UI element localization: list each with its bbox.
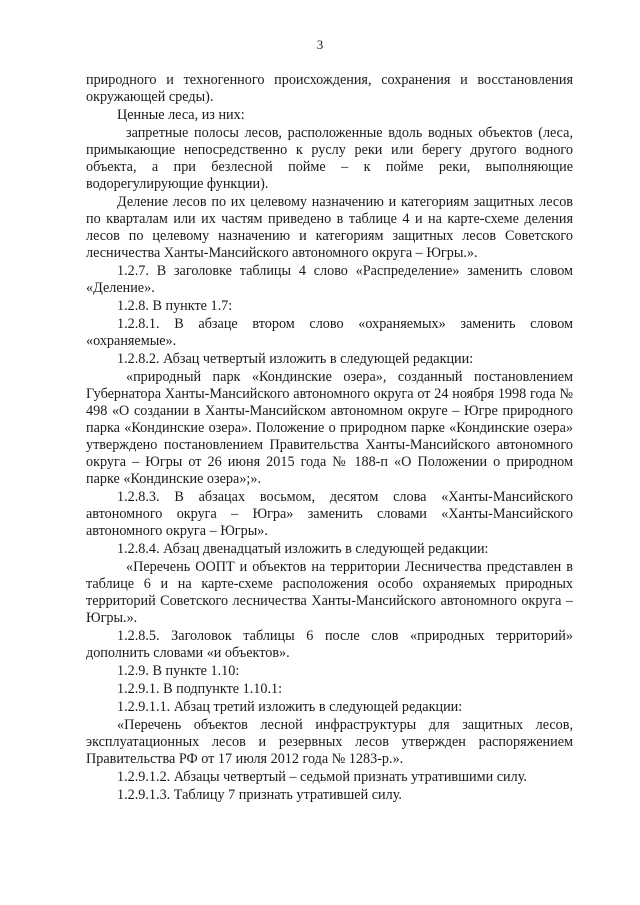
document-body <box>86 72 573 805</box>
paragraph: 1.2.8.2. Абзац четвертый изложить в следующей редакции: <box>117 351 474 367</box>
paragraph: 1.2.8.4. Абзац двенадцатый изложить в следующей редакции: <box>117 541 489 557</box>
paragraph: запретные полосы лесов, расположенные вдоль водных объектов (леса, примыкающие непосредственно к руслу реки или берегу другого водного объекта, а при безлесной пойме – к пойме реки, выполняющие водорегулирующие функции). <box>86 125 573 192</box>
paragraph: 1.2.8. В пункте 1.7: <box>117 298 233 314</box>
paragraph: 1.2.8.1. В абзаце втором слово «охраняемых» заменить словом «охраняемые». <box>86 316 573 349</box>
paragraph: Деление лесов по их целевому назначению и категориям защитных лесов по кварталам или их частям приведено в таблице 4 и на карте-схеме деления лесов по целевому назначению и категориям защитных лесов Советского лесничества Ханты-Мансийского автономного округа – Югры.». <box>86 194 573 261</box>
paragraph: 1.2.9.1.3. Таблицу 7 признать утратившей силу. <box>117 787 402 803</box>
paragraph: 1.2.8.5. Заголовок таблицы 6 после слов «природных территорий» дополнить словами «и объектов». <box>86 628 573 661</box>
paragraph: природного и техногенного происхождения, сохранения и восстановления окружающей среды). <box>86 72 573 105</box>
paragraph: 1.2.8.3. В абзацах восьмом, десятом слова «Ханты-Мансийского автономного округа – Югра» заменить словами «Ханты-Мансийского автономного округа – Югры». <box>86 489 573 539</box>
paragraph: 1.2.9.1.1. Абзац третий изложить в следующей редакции: <box>117 699 463 715</box>
page-number: 3 <box>316 37 324 52</box>
paragraph: «Перечень ООПТ и объектов на территории Лесничества представлен в таблице 6 и на карте-схеме расположения особо охраняемых природных территорий Советского лесничества Ханты-Мансийского автономного округа – Югры.». <box>86 559 573 626</box>
paragraph: 1.2.9.1.2. Абзацы четвертый – седьмой признать утратившими силу. <box>117 769 527 785</box>
paragraph: Ценные леса, из них: <box>117 107 245 123</box>
paragraph: 1.2.7. В заголовке таблицы 4 слово «Распределение» заменить словом «Деление». <box>86 263 573 296</box>
paragraph: «природный парк «Кондинские озера», созданный постановлением Губернатора Ханты-Мансийского автономного округа от 24 ноября 1998 года № 498 «О создании в Ханты-Мансийском автономном округе – Югре природного парка «Кондинские озера». Положение о природном парке «Кондинские озера» утверждено постановлением Правительства Ханты-Мансийского автономного округа – Югры от 26 июня 2015 года № 188-п «О Положении о природном парке «Кондинские озера»;». <box>86 369 573 487</box>
paragraph: «Перечень объектов лесной инфраструктуры для защитных лесов, эксплуатационных лесов и резервных лесов утвержден распоряжением Правительства РФ от 17 июля 2012 года № 1283-р.». <box>86 717 573 767</box>
paragraph: 1.2.9.1. В подпункте 1.10.1: <box>117 681 283 697</box>
paragraph: 1.2.9. В пункте 1.10: <box>117 663 240 679</box>
